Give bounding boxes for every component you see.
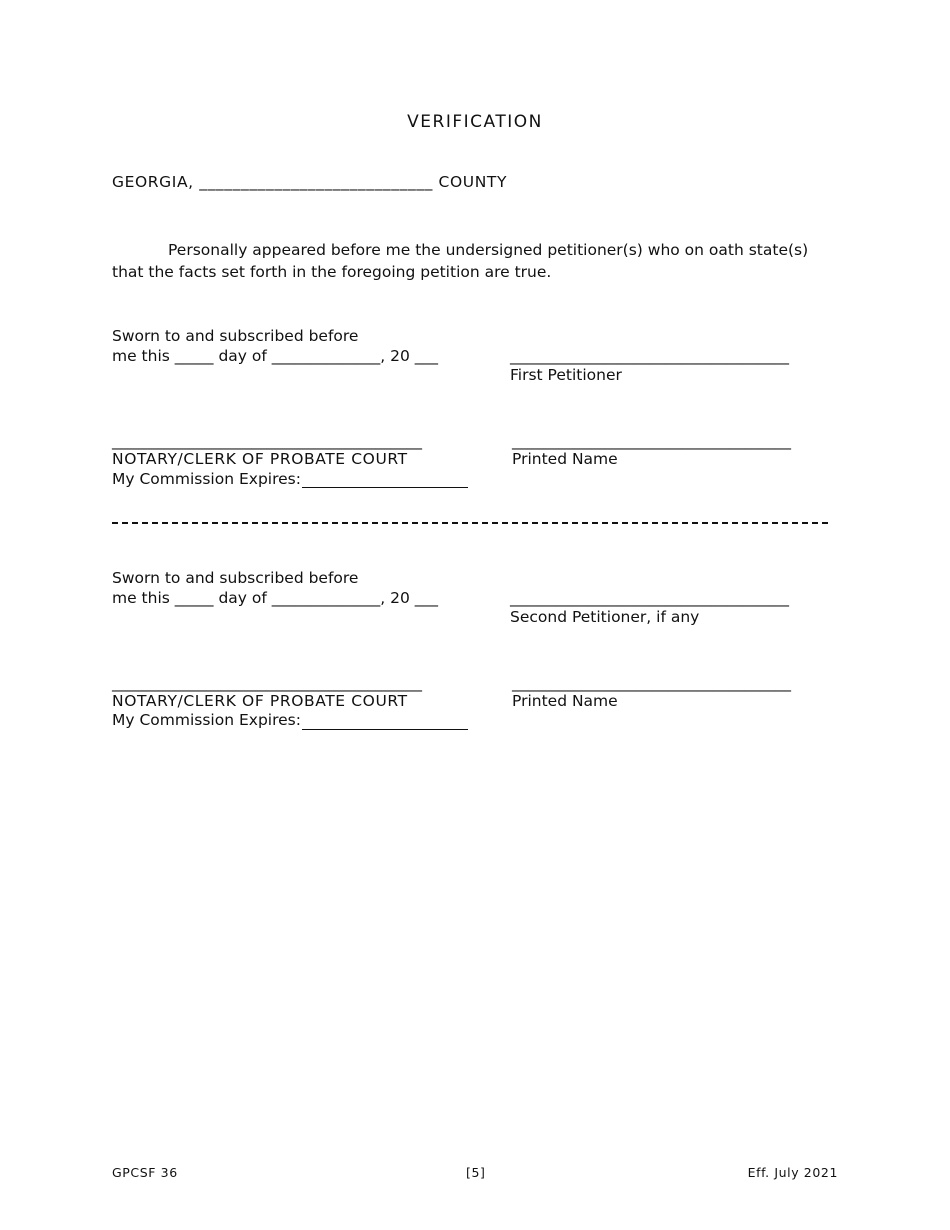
page-title: VERIFICATION <box>407 112 543 132</box>
sworn-line-1: Sworn to and subscribed before <box>112 327 359 345</box>
county-line: GEORGIA, ____________________________ COUNTY <box>112 173 508 191</box>
notary-signature-line: ________________________________________ <box>112 432 422 450</box>
footer-effective-date: Eff. July 2021 <box>747 1165 838 1180</box>
commission-expires-field[interactable] <box>302 487 468 488</box>
sworn-date-line: me this _____ day of ______________, 20 ___ <box>112 589 439 607</box>
petitioner-label: First Petitioner <box>510 366 622 384</box>
sworn-line-1: Sworn to and subscribed before <box>112 569 359 587</box>
sworn-date-line: me this _____ day of ______________, 20 ___ <box>112 347 439 365</box>
section-divider <box>112 522 828 524</box>
petitioner-signature-line: ____________________________________ <box>510 347 789 365</box>
printed-name-label: Printed Name <box>512 692 618 710</box>
footer-page-number: [5] <box>466 1165 486 1180</box>
commission-expires-field[interactable] <box>302 729 468 730</box>
printed-name-label: Printed Name <box>512 450 618 468</box>
notary-label: NOTARY/CLERK OF PROBATE COURT <box>112 692 408 710</box>
printed-name-line: ____________________________________ <box>512 674 791 692</box>
oath-paragraph-text: Personally appeared before me the undersigned petitioner(s) who on oath state(s) that the facts set forth in the foregoing petition are true. <box>112 241 809 281</box>
oath-paragraph <box>112 239 834 283</box>
footer-form-id: GPCSF 36 <box>112 1165 178 1180</box>
commission-expires-label: My Commission Expires: <box>112 470 301 488</box>
printed-name-line: ____________________________________ <box>512 432 791 450</box>
petitioner-signature-line: ____________________________________ <box>510 589 789 607</box>
petitioner-label: Second Petitioner, if any <box>510 608 700 626</box>
notary-label: NOTARY/CLERK OF PROBATE COURT <box>112 450 408 468</box>
notary-signature-line: ________________________________________ <box>112 674 422 692</box>
commission-expires-label: My Commission Expires: <box>112 711 301 729</box>
